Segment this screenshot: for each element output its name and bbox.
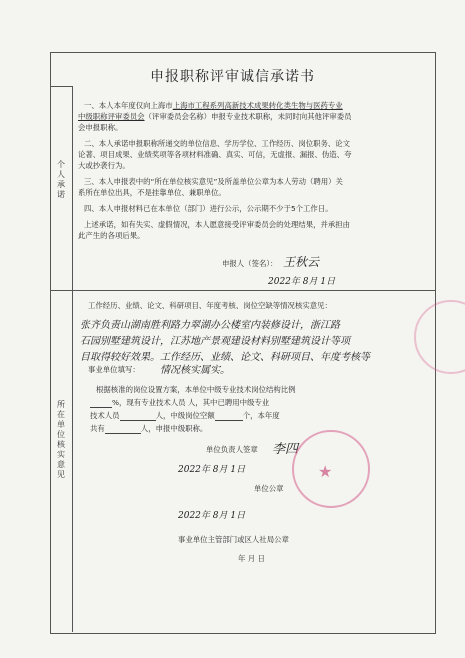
handwritten-opinion-3: 目取得较好效果。工作经历、业绩、论文、科研项目、年度考核等 [80, 352, 370, 363]
pledge-line-9: 四、本人申报材料已在本单位（部门）进行公示，公示期不少于5个工作日。 [84, 204, 333, 213]
unit-seal-stamp: ★ [292, 430, 370, 508]
handwritten-opinion-4: 情况核实属实。 [160, 365, 230, 376]
pledge-line-11: 此产生的各项后果。 [78, 231, 145, 240]
applicant-signature-label: 申报人（签名）： [222, 259, 278, 268]
applicant-signature-date: 2022年 8月 1日 [268, 277, 336, 287]
pledge-line-3: 会申报职称。 [78, 123, 123, 132]
pledge-line-4: 二、本人承诺申报职称所递交的单位信息、学历学位、工作经历、岗位职务、论文 [84, 139, 351, 148]
authority-seal-label: 事业单位主管部门或区人社局公章 [178, 535, 289, 544]
unit-seal-label: 单位公章 [254, 484, 284, 493]
unit-fill-label: 事业单位填写： [88, 365, 140, 374]
unit-leader-signature-label: 单位负责人签章 [206, 445, 258, 454]
pledge-line-10: 上述承诺，如有失实、虚假情况，本人愿意接受评审委员会的处理结果，并承担由 [84, 220, 351, 229]
handwritten-opinion-1: 张齐负责山湖南胜利路力翠湖办公楼室内装修设计，浙江路 [80, 320, 340, 331]
pledge-line-8: 系所在单位出具，不是挂靠单位、兼职单位。 [78, 188, 226, 197]
pledge-line-2: 中级职称评审委员会（评审委员会名称）申报专业技术职称，未同时向其他评审委员 [78, 112, 352, 121]
header-divider [50, 86, 72, 87]
ratio-line-3: 技术人员 人，中级岗位空额 个，本年度 [90, 411, 280, 420]
pledge-line-6: 大或抄袭行为。 [78, 161, 130, 170]
unit-seal-date: 2022年 8月 1日 [178, 511, 246, 521]
section-label-personal: 个人承诺 [57, 160, 65, 199]
label-column-divider [72, 86, 73, 632]
ratio-line-1: 根据核准的岗位设置方案，本单位中级专业技术岗位结构比例 [96, 385, 296, 394]
unit-intro: 工作经历、业绩、论文、科研项目、年度考核、岗位空缺等情况核实意见： [88, 301, 332, 310]
pledge-line-7: 三、本人申报表中的“所在单位核实意见”及所盖单位公章为本人劳动（聘用）关 [84, 177, 343, 186]
section-label-unit: 所在单位核实意见 [57, 400, 65, 479]
pledge-line-1: 一、本人本年度仅向上海市上海市工程系列高新技术成果转化类生物与医药专业 [84, 101, 343, 110]
ratio-line-4: 共有 人，申报中级职称。 [90, 424, 208, 433]
unit-leader-signature: 李四 [272, 442, 299, 457]
pledge-line-5: 论著、项目成果、业绩奖项等各项材料准确、真实、可信，无虚报、漏报、伪造、夸 [78, 150, 352, 159]
handwritten-opinion-2: 石园别墅建筑设计，江苏地产景观建设材料别墅建筑设计等项 [80, 336, 350, 347]
section-divider [50, 290, 435, 291]
authority-date: 年 月 日 [238, 554, 265, 563]
unit-leader-date: 2022年 8月 1日 [178, 465, 246, 475]
ratio-line-2: %，现有专业技术人员 人，其中已聘用中级专业 [90, 397, 269, 408]
document-title: 申报职称评审诚信承诺书 [150, 69, 315, 85]
applicant-signature: 王秋云 [283, 255, 320, 269]
